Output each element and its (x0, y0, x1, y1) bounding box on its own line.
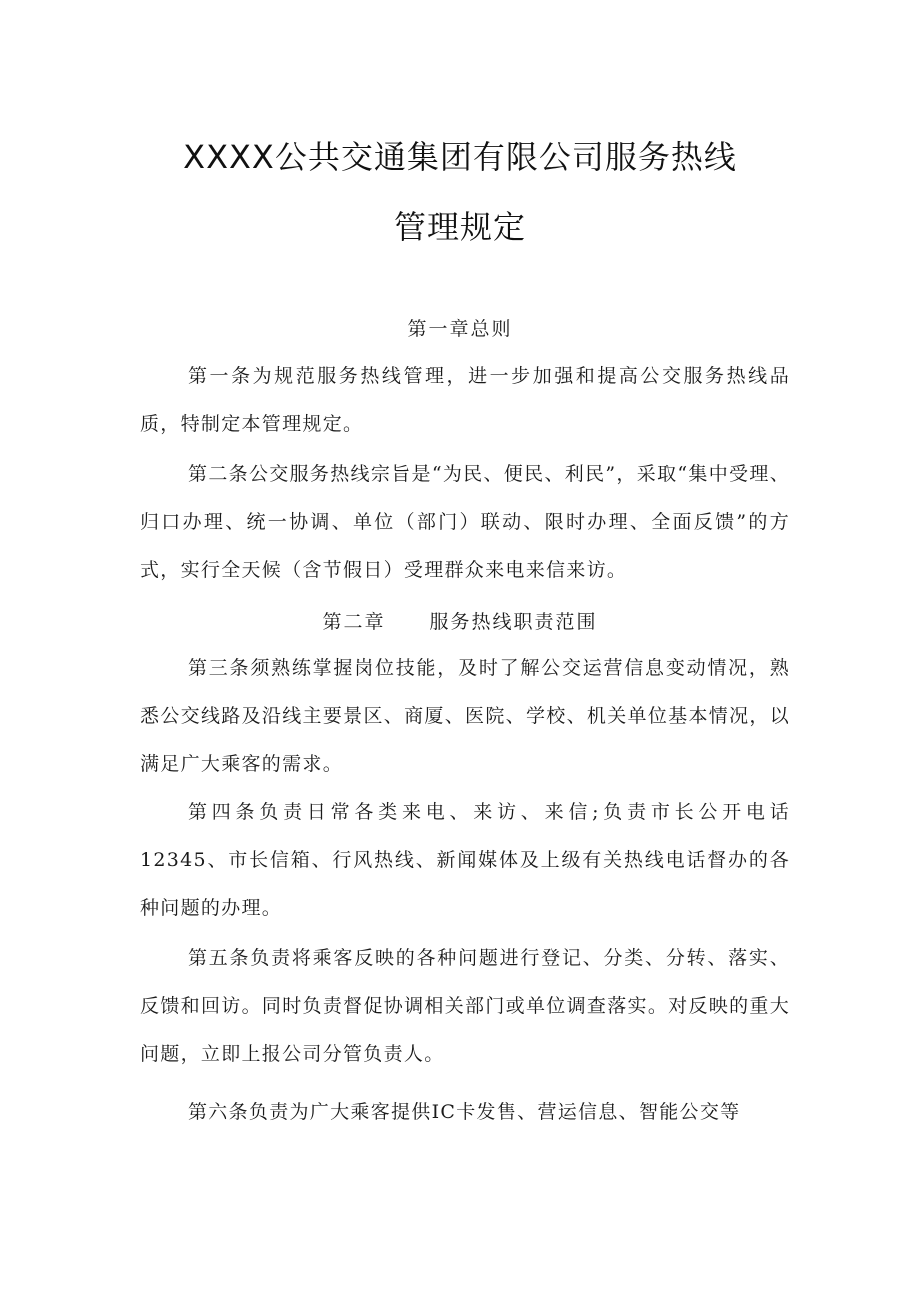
article-2: 第二条公交服务热线宗旨是“为民、便民、利民”，采取“集中受理、归口办理、统一协调、单位（部门）联动、限时办理、全面反馈”的方式，实行全天候（含节假日）受理群众来电来信来访。 (140, 463, 790, 581)
chapter-2-heading (0, 607, 920, 634)
article-3: 第三条须熟练掌握岗位技能，及时了解公交运营信息变动情况，熟悉公交线路及沿线主要景区、商厦、医院、学校、机关单位基本情况，以满足广大乘客的需求。 (140, 657, 790, 775)
article-6: 第六条负责为广大乘客提供IC卡发售、营运信息、智能公交等 (188, 1101, 741, 1123)
article-5: 第五条负责将乘客反映的各种问题进行登记、分类、分转、落实、反馈和回访。同时负责督促协调相关部门或单位调查落实。对反映的重大问题，立即上报公司分管负责人。 (140, 947, 790, 1065)
chapter-2-title: 服务热线职责范围 (429, 611, 598, 633)
chapter-2-number: 第二章 (322, 611, 386, 633)
article-4: 第四条负责日常各类来电、来访、来信;负责市长公开电话12345、市长信箱、行风热线、新闻媒体及上级有关热线电话督办的各种问题的办理。 (140, 801, 790, 919)
document-title-line-1: XXXX公共交通集团有限公司服务热线 (183, 138, 737, 176)
article-1: 第一条为规范服务热线管理，进一步加强和提高公交服务热线品质，特制定本管理规定。 (140, 365, 790, 435)
chapter-1-heading: 第一章总则 (407, 318, 513, 340)
document-title-line-2: 管理规定 (393, 208, 526, 246)
